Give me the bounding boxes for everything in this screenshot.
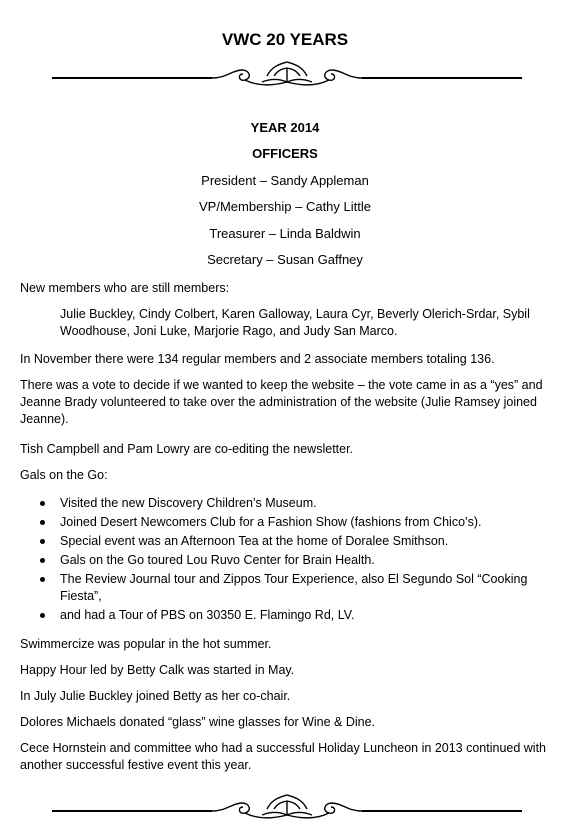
gals-on-the-go-heading: Gals on the Go: [20,468,108,482]
new-members-list: Julie Buckley, Cindy Colbert, Karen Galloway, Laura Cyr, Beverly Olerich-Srdar, Sybil Woodhouse, Joni Luke, Marjorie Rago, and Judy San Marco. [60,307,530,338]
officer-president: President – Sandy Appleman [201,173,369,188]
ornamental-flourish-icon [52,60,522,90]
year-heading: YEAR 2014 [250,120,320,135]
bullet-icon [40,577,45,582]
wine-glasses-paragraph: Dolores Michaels donated “glass” wine glasses for Wine & Dine. [20,715,376,729]
officer-vp-membership: VP/Membership – Cathy Little [199,199,371,214]
swimmercize-paragraph: Swimmercize was popular in the hot summer. [20,637,272,651]
list-item: Special event was an Afternoon Tea at the home of Doralee Smithson. [20,533,550,550]
officer-treasurer: Treasurer – Linda Baldwin [209,226,361,241]
membership-paragraph: In November there were 134 regular members and 2 associate members totaling 136. [20,352,495,366]
list-item: Joined Desert Newcomers Club for a Fashion Show (fashions from Chico’s). [20,514,550,531]
new-members-intro: New members who are still members: [20,281,230,295]
list-item: The Review Journal tour and Zippos Tour Experience, also El Segundo Sol “Cooking Fiesta”, [20,571,550,605]
bullet-icon [40,501,45,506]
list-item: Gals on the Go toured Lou Ruvo Center for Brain Health. [20,552,550,569]
bullet-icon [40,520,45,525]
ornamental-flourish-icon [52,793,522,823]
newsletter-paragraph: Tish Campbell and Pam Lowry are co-editing the newsletter. [20,442,354,456]
gals-on-the-go-list [20,495,550,626]
list-item: and had a Tour of PBS on 30350 E. Flamingo Rd, LV. [20,607,550,624]
holiday-luncheon-paragraph: Cece Hornstein and committee who had a successful Holiday Luncheon in 2013 continued with another successful festive event this year. [20,741,547,772]
ornamental-divider-top [52,60,522,90]
bullet-icon [40,539,45,544]
page-title: VWC 20 YEARS [221,30,349,49]
list-item: Visited the new Discovery Children’s Museum. [20,495,550,512]
officer-secretary: Secretary – Susan Gaffney [207,252,363,267]
ornamental-divider-bottom [52,793,522,823]
happy-hour-paragraph: Happy Hour led by Betty Calk was started in May. [20,663,295,677]
co-chair-paragraph: In July Julie Buckley joined Betty as her co-chair. [20,689,291,703]
officers-heading: OFFICERS [252,146,318,161]
bullet-icon [40,558,45,563]
website-paragraph: There was a vote to decide if we wanted to keep the website – the vote came in as a “yes” and Jeanne Brady volunteered to take over the administration of the website (Julie Ramsey joined Jeanne). [20,378,543,426]
bullet-icon [40,613,45,618]
